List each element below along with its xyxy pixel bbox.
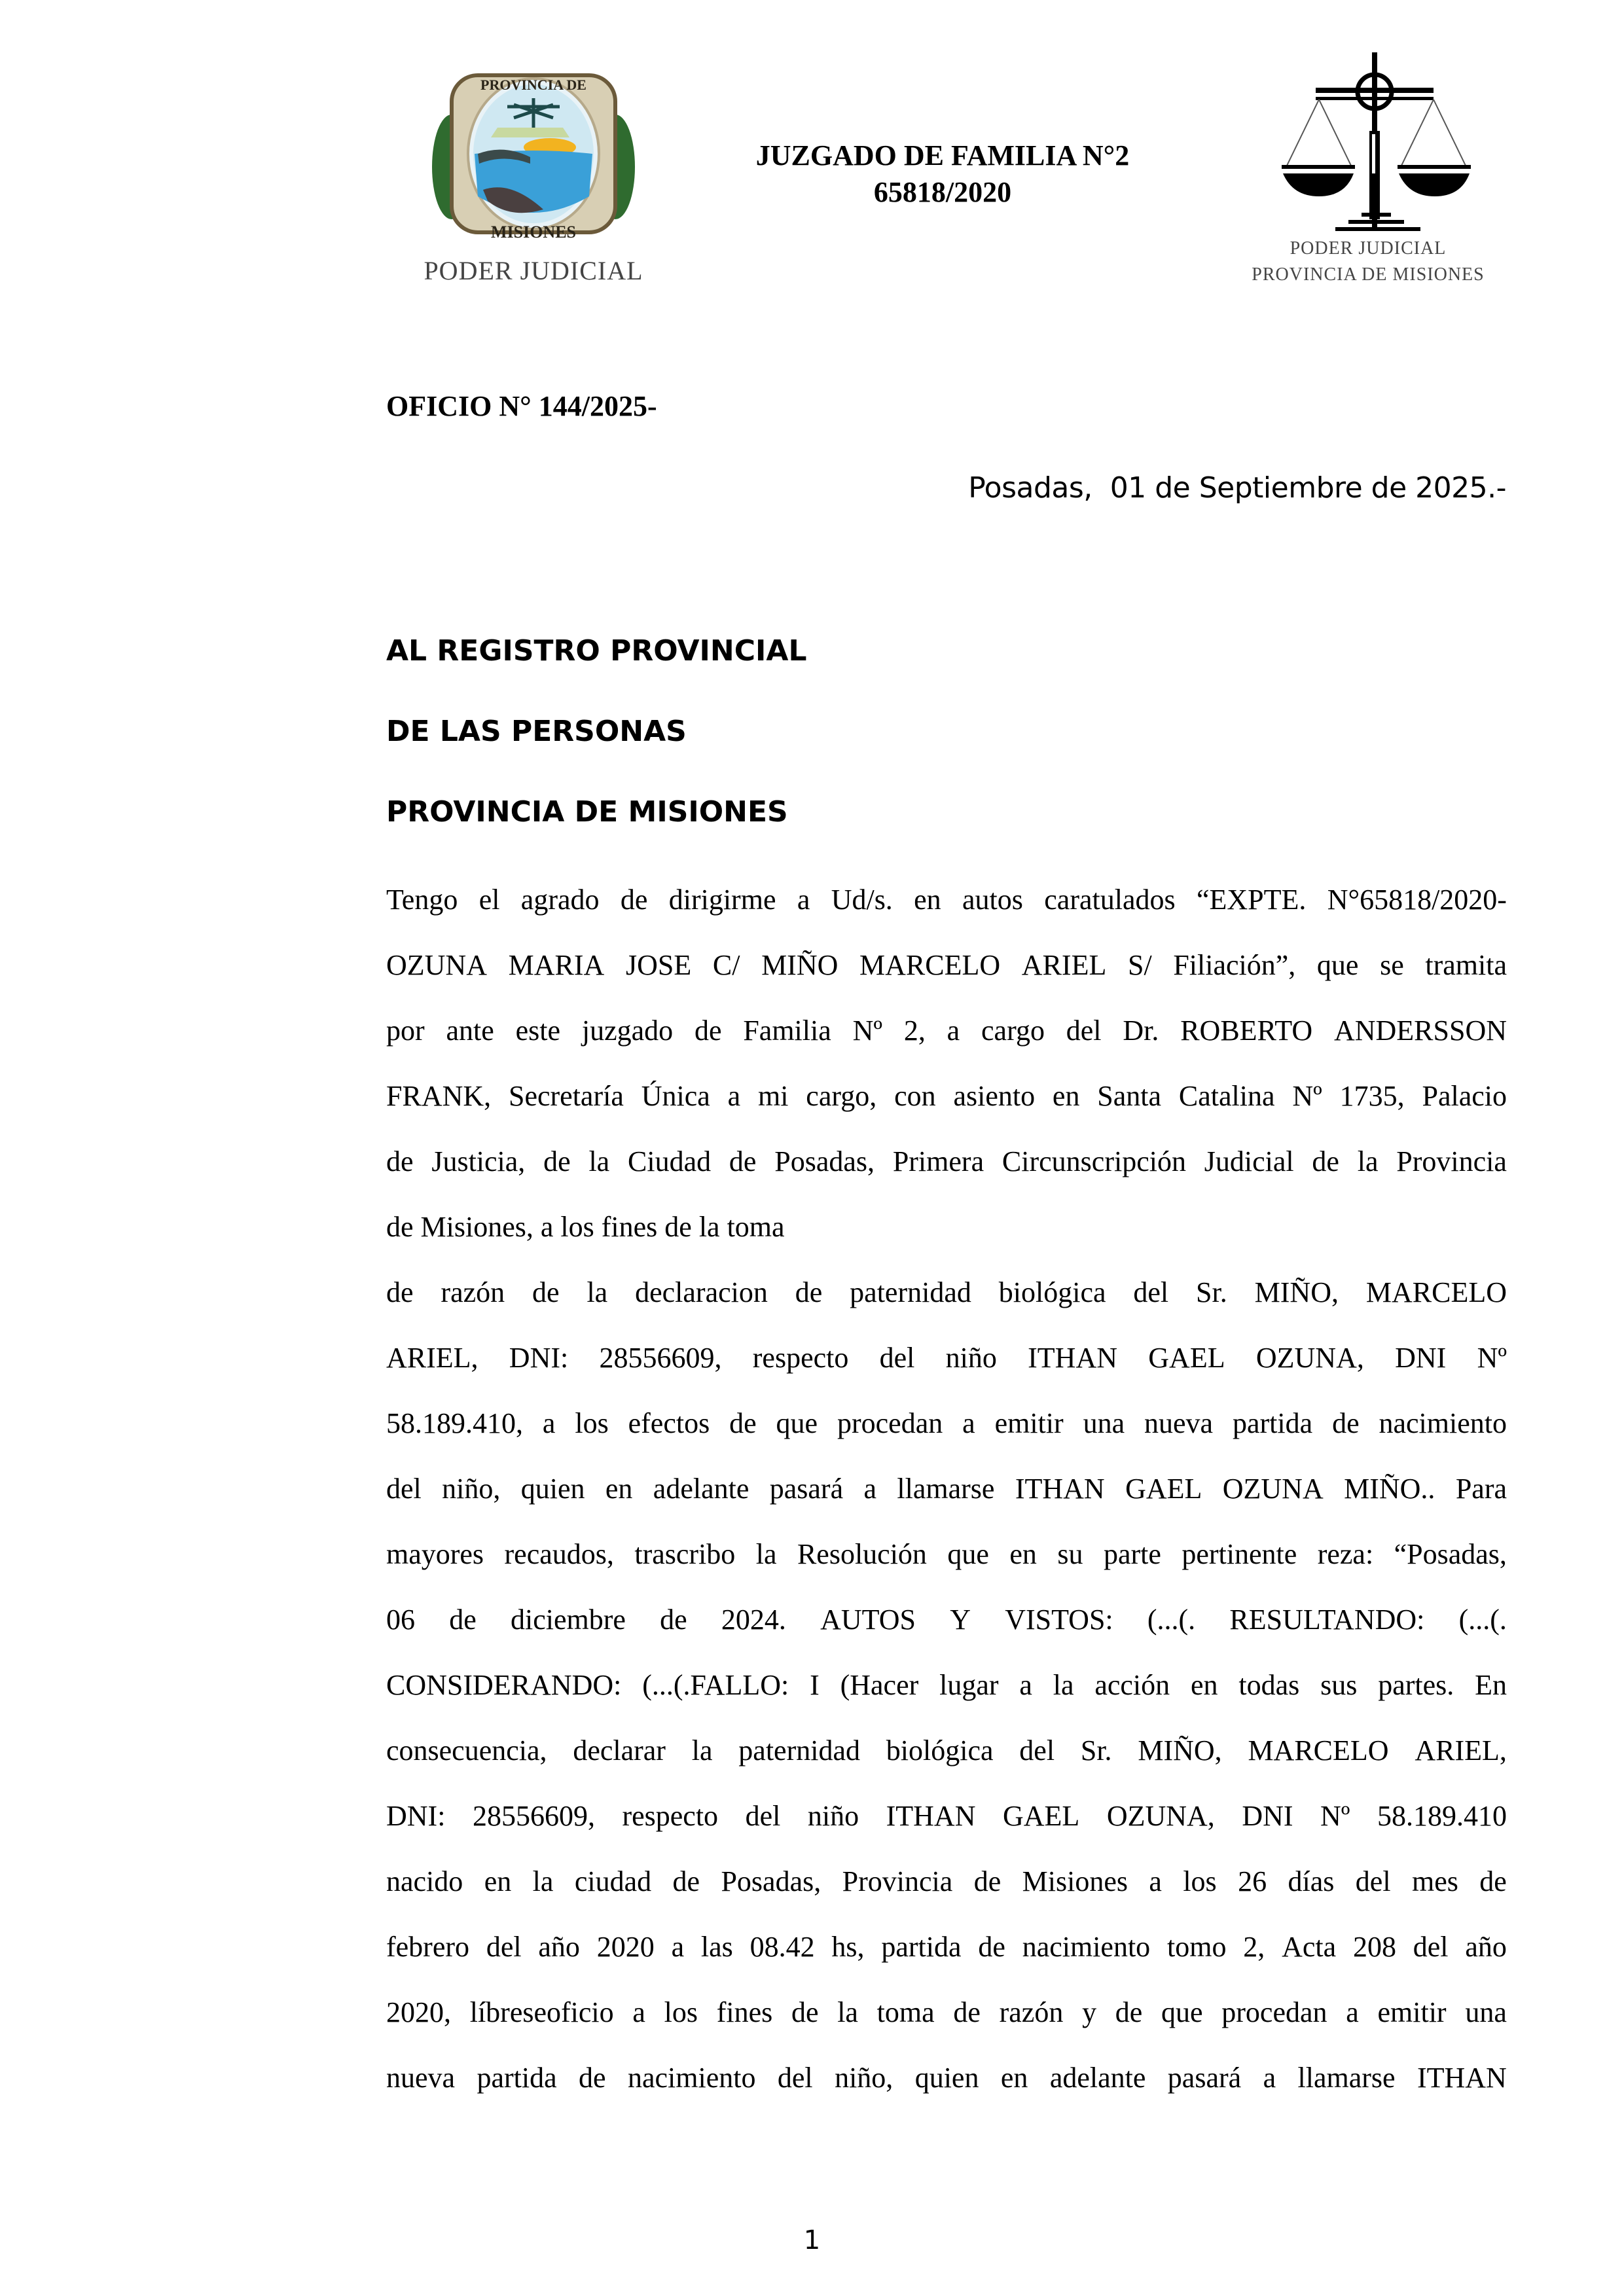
svg-text:PROVINCIA DE: PROVINCIA DE: [480, 77, 586, 93]
right-logo-caption-2: PROVINCIA DE MISIONES: [1252, 264, 1485, 285]
addressee-line: DE LAS PERSONAS: [386, 715, 687, 748]
body-line: 06 de diciembre de 2024. AUTOS Y VISTOS: (...(. RESULTANDO: (...(.: [386, 1604, 1507, 1636]
right-logo: [1231, 39, 1506, 288]
court-name: JUZGADO DE FAMILIA N°2: [755, 139, 1130, 171]
body-line: FRANK, Secretaría Única a mi cargo, con asiento en Santa Catalina Nº 1735, Palacio: [386, 1080, 1507, 1112]
body-line: nacido en la ciudad de Posadas, Provincia de Misiones a los 26 días del mes de: [386, 1865, 1507, 1897]
body-line: Tengo el agrado de dirigirme a Ud/s. en autos caratulados “EXPTE. N°65818/2020-: [386, 884, 1507, 916]
right-logo-caption-1: PODER JUDICIAL: [1290, 238, 1447, 259]
body-line: del niño, quien en adelante pasará a llamarse ITHAN GAEL OZUNA MIÑO.. Para: [386, 1473, 1507, 1505]
oficio-number: OFICIO N° 144/2025-: [386, 390, 657, 422]
body-line: OZUNA MARIA JOSE C/ MIÑO MARCELO ARIEL S/ Filiación”, que se tramita: [386, 949, 1507, 981]
body-line: CONSIDERANDO: (...(.FALLO: I (Hacer lugar a la acción en todas sus partes. En: [386, 1669, 1507, 1701]
body-paragraph: [386, 880, 1507, 2124]
body-line: por ante este juzgado de Familia Nº 2, a cargo del Dr. ROBERTO ANDERSSON: [386, 1014, 1507, 1047]
body-line: DNI: 28556609, respecto del niño ITHAN GAEL OZUNA, DNI Nº 58.189.410: [386, 1800, 1507, 1832]
left-logo-caption: PODER JUDICIAL: [424, 256, 643, 285]
body-line: ARIEL, DNI: 28556609, respecto del niño ITHAN GAEL OZUNA, DNI Nº: [386, 1342, 1507, 1374]
body-line: mayores recaudos, trascribo la Resolución que en su parte pertinente reza: “Posadas,: [386, 1538, 1507, 1570]
body-line: nueva partida de nacimiento del niño, quien en adelante pasará a llamarse ITHAN: [386, 2062, 1507, 2094]
document-header: [707, 137, 1178, 211]
body-line: 2020, líbreseoficio a los fines de la toma de razón y de que procedan a emitir una: [386, 1996, 1507, 2028]
body-line: febrero del año 2020 a las 08.42 hs, partida de nacimiento tomo 2, Acta 208 del año: [386, 1931, 1507, 1963]
addressee-line: AL REGISTRO PROVINCIAL: [386, 634, 807, 668]
body-line: de razón de la declaracion de paternidad biológica del Sr. MIÑO, MARCELO: [386, 1276, 1507, 1308]
body-line: de Misiones, a los fines de la toma: [386, 1211, 785, 1243]
body-line: consecuencia, declarar la paternidad biológica del Sr. MIÑO, MARCELO ARIEL,: [386, 1734, 1507, 1767]
svg-text:MISIONES: MISIONES: [490, 223, 577, 242]
left-logo: [406, 56, 661, 285]
provincia-de-misiones-coat-of-arms-icon: [406, 56, 661, 245]
page-number: 1: [803, 2225, 821, 2255]
body-line: 58.189.410, a los efectos de que procedan a emitir una nueva partida de nacimiento: [386, 1407, 1507, 1439]
scales-of-justice-icon: [1231, 39, 1506, 232]
addressee-line: PROVINCIA DE MISIONES: [386, 795, 788, 829]
document-date: Posadas, 01 de Septiembre de 2025.-: [968, 471, 1506, 505]
addressee-block: [386, 632, 807, 873]
body-line: de Justicia, de la Ciudad de Posadas, Primera Circunscripción Judicial de la Provincia: [386, 1145, 1507, 1177]
case-number: 65818/2020: [873, 176, 1012, 208]
